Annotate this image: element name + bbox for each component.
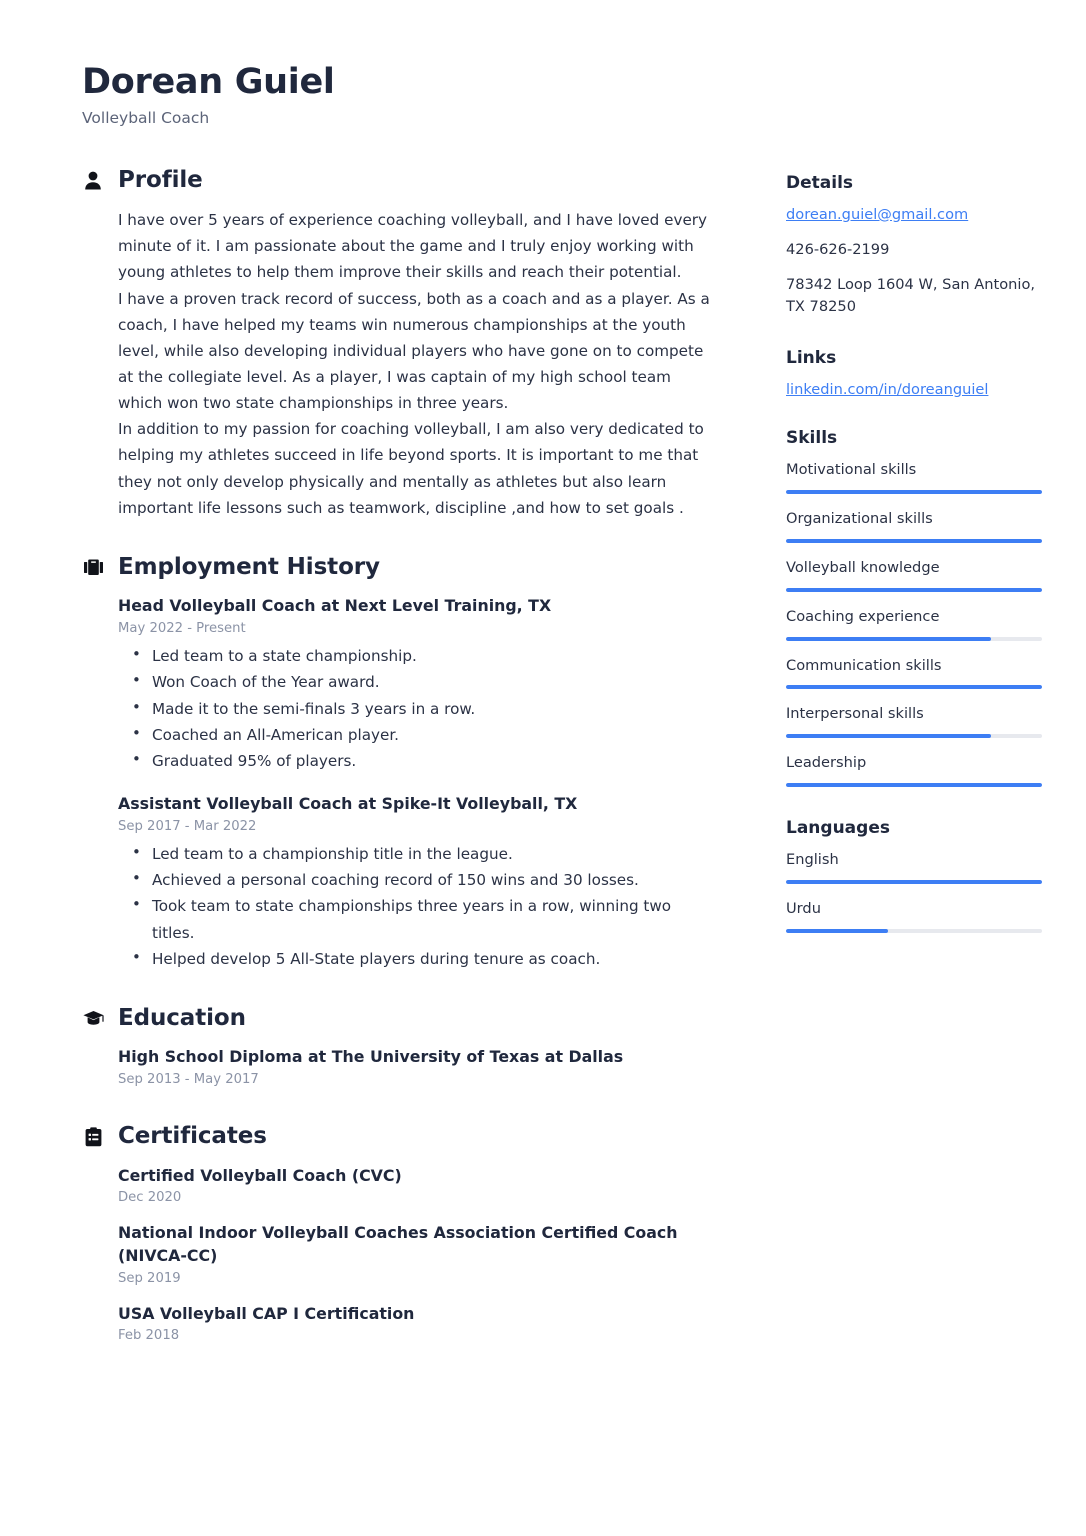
section-education [82,1006,710,1090]
bullet-item: • Led team to a championship title in the league. [152,841,710,867]
language-meter [786,849,1048,884]
employment-entry-bullets [118,643,710,774]
skill-track [786,637,1042,641]
phone-number: 426-626-2199 [786,241,890,259]
certificate-entry [118,1164,710,1209]
sidebar-heading-languages: Languages [786,818,890,839]
certificate-entry-date: Dec 2020 [118,1190,182,1206]
language-label: English [786,851,839,869]
skill-meter [786,606,1048,641]
skill-track [786,734,1042,738]
skill-track [786,588,1042,592]
sidebar-heading-details: Details [786,172,854,193]
skill-meter [786,703,1048,738]
bullet-item: • Achieved a personal coaching record of 150 wins and 30 losses. [152,867,710,893]
section-title: Education [118,1004,246,1031]
skill-label: Communication skills [786,656,942,674]
skill-meter [786,459,1048,494]
section-certificates-header [82,1124,710,1149]
sidebar-details [786,172,1048,319]
employment-entry-title: Assistant Volleyball Coach at Spike-It Volleyball, TX [118,793,578,813]
skill-label: Motivational skills [786,460,917,478]
education-entry-title: High School Diploma at The University of Texas at Dallas [118,1047,624,1067]
skill-track [786,539,1042,543]
section-certificates [82,1124,710,1346]
bullet-item: • Took team to state championships three years in a row, winning two titles. [152,893,710,945]
employment-entry-bullets [118,841,710,972]
skill-label: Interpersonal skills [786,705,924,723]
skill-meter [786,557,1048,592]
skill-track [786,685,1042,689]
bullet-item: • Won Coach of the Year award. [152,669,710,695]
certificate-entry-date: Sep 2019 [118,1271,181,1287]
skill-track [786,783,1042,787]
sidebar-languages [786,817,1048,933]
bullet-item: • Made it to the semi-finals 3 years in a row. [152,696,710,722]
skill-meter [786,655,1048,690]
certificate-entry-title: Certified Volleyball Coach (CVC) [118,1165,402,1185]
sidebar-heading-skills: Skills [786,427,838,448]
certificate-entry [118,1221,710,1290]
person-icon [82,168,104,192]
language-meter [786,898,1048,933]
email-link[interactable]: dorean.guiel@gmail.com [786,205,969,223]
sidebar-heading-links: Links [786,347,837,368]
section-employment-history [82,555,710,972]
skill-label: Organizational skills [786,509,933,527]
employment-entry-date: Sep 2017 - Mar 2022 [118,818,257,834]
skill-track [786,490,1042,494]
candidate-job-title: Volleyball Coach [82,109,210,128]
bullet-item: • Helped develop 5 All-State players during tenure as coach. [152,946,710,972]
skill-meter [786,752,1048,787]
employment-entry [118,594,710,774]
section-employment-header [82,555,710,580]
section-employment-body [82,594,710,972]
section-education-body [82,1045,710,1090]
profile-paragraph: I have over 5 years of experience coaching volleyball, and I have loved every minute of it. I am passionate about the game and I truly enjoy working with young athletes to help them improve their skills and reach their potential. [118,211,708,282]
resume-header [82,62,1008,128]
sidebar-skills [786,427,1048,787]
employment-entry-date: May 2022 - Present [118,620,246,636]
skill-fill [786,734,991,738]
sidebar-column [786,168,1048,963]
clipboard-icon [82,1125,104,1149]
certificate-entry-date: Feb 2018 [118,1328,180,1344]
skill-fill [786,490,1042,494]
skill-fill [786,539,1042,543]
bullet-item: • Graduated 95% of players. [152,748,710,774]
education-entry [118,1045,710,1090]
section-certificates-body [82,1164,710,1347]
certificate-entry [118,1302,710,1347]
postal-address: 78342 Loop 1604 W, San Antonio, TX 78250 [786,276,1036,316]
language-track [786,929,1042,933]
skill-fill [786,783,1042,787]
certificate-entry-title: USA Volleyball CAP I Certification [118,1303,415,1323]
section-profile [82,168,710,521]
employment-entry [118,792,710,972]
language-track [786,880,1042,884]
skill-fill [786,588,1042,592]
linkedin-link[interactable]: linkedin.com/in/doreanguiel [786,380,989,398]
section-title: Employment History [118,553,380,580]
skill-label: Volleyball knowledge [786,558,940,576]
main-column [82,168,710,1381]
briefcase-icon [82,555,104,579]
employment-entry-title: Head Volleyball Coach at Next Level Training, TX [118,596,552,616]
section-profile-body [82,207,710,521]
section-profile-header [82,168,710,193]
graduation-cap-icon [82,1006,104,1030]
skill-fill [786,637,991,641]
section-title: Certificates [118,1123,267,1150]
profile-paragraph: In addition to my passion for coaching volleyball, I am also very dedicated to helping my athletes succeed in life beyond sports. It is important to me that they not only develop physically and mentally as athletes but also learn important life lessons such as teamwork, discipline ,and how to set goals . [118,420,704,517]
skill-fill [786,685,1042,689]
language-fill [786,880,1042,884]
profile-paragraph: I have a proven track record of success, both as a coach and as a player. As a coach, I have helped my teams win numerous championships at the youth level, while also developing individual players who have gone on to compete at the collegiate level. As a player, I was captain of my high school team which won two state championships in three years. [118,289,710,413]
skill-label: Leadership [786,754,867,772]
education-entry-date: Sep 2013 - May 2017 [118,1071,259,1087]
certificate-entry-title: National Indoor Volleyball Coaches Association Certified Coach (NIVCA-CC) [118,1222,678,1266]
skill-label: Coaching experience [786,607,940,625]
skill-meter [786,508,1048,543]
bullet-item: • Led team to a state championship. [152,643,710,669]
section-education-header [82,1006,710,1031]
candidate-name: Dorean Guiel [82,62,335,102]
language-label: Urdu [786,900,821,918]
language-fill [786,929,888,933]
bullet-item: • Coached an All-American player. [152,722,710,748]
section-title: Profile [118,166,203,193]
resume-columns [82,166,1036,1381]
sidebar-links [786,347,1048,401]
